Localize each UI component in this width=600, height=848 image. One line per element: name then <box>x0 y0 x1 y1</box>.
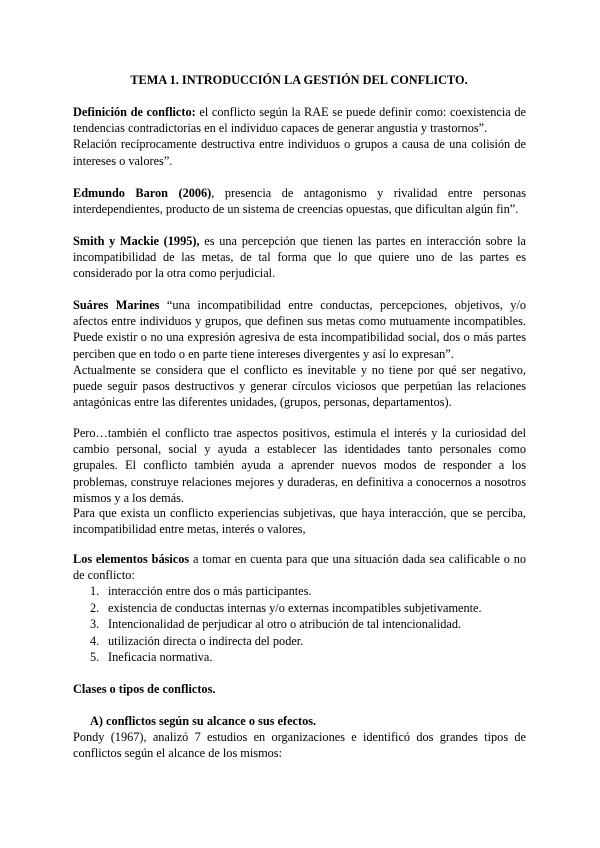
para-text: Para que exista un conflicto experiencias subjetivas, que haya interacción, que se perciba, incompatibilidad entre metas, interés o valores, <box>73 506 526 537</box>
baron-label: Edmundo Baron (2006) <box>73 186 212 200</box>
pondy-text: Pondy (1967), analizó 7 estudios en organizaciones e identificó dos grandes tipos de conflictos según el alcance de los mismos: <box>73 730 526 761</box>
pero-paragraph <box>73 425 526 506</box>
para-paragraph <box>73 505 526 537</box>
suares-label: Suáres Marines <box>73 298 160 312</box>
baron-body: , presencia de antagonismo y rivalidad entre personas interdependientes, producto de un sistema de creencias opuestas, que dificultan algún fin”. <box>73 186 526 217</box>
elementos-list <box>90 583 482 666</box>
list-item: 4. utilización directa o indirecta del poder. <box>90 633 304 648</box>
pero-text: Pero…también el conflicto trae aspectos positivos, estimula el interés y la curiosidad del cambio personal, social y ayuda a establecer las identidades tanto personales como grupales. El conflicto también ayuda a aprender nuevos modos de responder a los problemas, construye relaciones mejores y duraderas, en definitiva a conocernos a nosotros mismos y a los demás. <box>73 426 526 505</box>
baron-paragraph <box>73 185 526 217</box>
section-a-heading: A) conflictos según su alcance o sus efectos. <box>90 714 317 728</box>
list-item: 2. existencia de conductas internas y/o externas incompatibles subjetivamente. <box>90 600 482 615</box>
definicion-text <box>73 104 526 136</box>
elementos-body: a tomar en cuenta para que una situación dada sea calificable o no de conflicto: <box>73 552 526 583</box>
suares-paragraph <box>73 297 526 410</box>
definicion-text-2: Relación recíprocamente destructiva entre individuos o grupos a causa de una colisión de intereses o valores”. <box>73 137 526 168</box>
definicion-paragraph <box>73 104 526 169</box>
list-item: 3. Intencionalidad de perjudicar al otro o atribución de tal intencionalidad. <box>90 617 462 632</box>
pondy-paragraph <box>73 729 526 761</box>
suares-text-2: Actualmente se considera que el conflicto es inevitable y no tiene por qué ser negativo, puede seguir pasos destructivos y generar círculos viciosos que perpetúan las relaciones antagónicas entre las diferentes unidades, (grupos, personas, departamentos). <box>73 362 526 410</box>
definicion-label: Definición de conflicto: <box>73 105 196 119</box>
definicion-body: el conflicto según la RAE se puede definir como: coexistencia de tendencias contradictorias en el individuo capaces de generar angustia y trastornos”. <box>73 105 526 136</box>
elementos-paragraph <box>73 551 526 583</box>
smith-paragraph <box>73 233 526 282</box>
elementos-label: Los elementos básicos <box>73 552 190 566</box>
clases-heading: Clases o tipos de conflictos. <box>73 682 216 696</box>
smith-body: es una percepción que tienen las partes en interacción sobre la incompatibilidad de las metas, de tal forma que lo que quiere uno de las partes es considerado por la otra como perjudicial. <box>73 234 527 281</box>
list-item: 1. interacción entre dos o más participantes. <box>90 584 312 598</box>
smith-label: Smith y Mackie (1995), <box>73 234 200 248</box>
suares-body: “una incompatibilidad entre conductas, percepciones, objetivos, y/o afectos entre individuos y grupos, que definen sus metas como mutuamente incompatibles. Puede existir o no una expresión agresiva de esta incompatibilidad social, dos o más partes perciben que en todo o en parte tiene intereses divergentes y así lo expresan”. <box>73 298 526 361</box>
list-item: 5. Ineficacia normativa. <box>90 650 213 665</box>
page-title: TEMA 1. INTRODUCCIÓN LA GESTIÓN DEL CONFLICTO. <box>130 73 468 87</box>
